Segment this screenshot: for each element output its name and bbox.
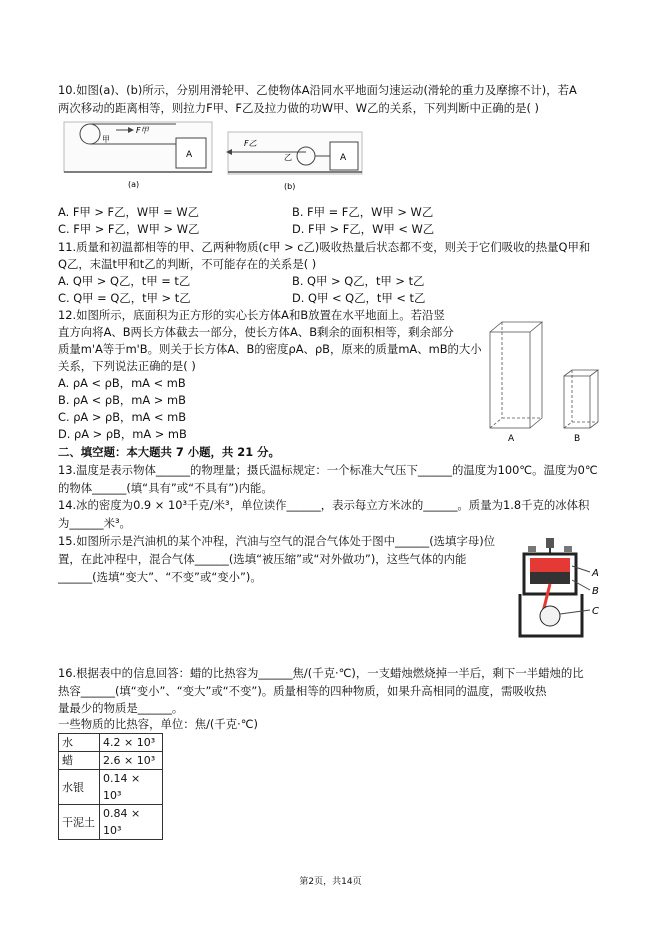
q12-option-c: C. ρA > ρB，mA < mB bbox=[58, 410, 187, 424]
q12-text-line2: 直方向将A、B两长方体截去一部分，使长方体A、B剩余的面积相等，剩余部分 bbox=[58, 325, 454, 339]
specific-heat-value: 2.6 × 10³ bbox=[100, 752, 163, 770]
q11-text-line1: 11.质量和初温都相等的甲、乙两种物质(c甲 > c乙)吸收热量后状态都不变，则关于它们吸收的热量Q甲和 bbox=[58, 240, 591, 254]
q10-option-c: C. F甲 > F乙，W甲 > W乙 bbox=[58, 222, 200, 236]
q16-text-line1: 16.根据表中的信息回答：蜡的比热容为______焦/(千克·℃)，一支蜡烛燃烧掉一半后，剩下一半蜡烛的比 bbox=[58, 666, 584, 680]
piston bbox=[530, 572, 570, 584]
figure-label-a: A bbox=[508, 434, 515, 444]
page-footer: 第2页，共14页 bbox=[299, 877, 362, 887]
table-row bbox=[59, 752, 163, 770]
exhaust-valve bbox=[564, 546, 572, 552]
engine-label-b: B bbox=[592, 586, 599, 597]
section-heading-fill-in: 二、填空题：本大题共 7 小题，共 21 分。 bbox=[58, 445, 280, 459]
table-row bbox=[59, 734, 163, 752]
q10-option-d: D. F甲 > F乙，W甲 < W乙 bbox=[292, 222, 435, 236]
q12-text-line4: 关系，下列说法正确的是( ) bbox=[58, 359, 196, 373]
q12-text-line1: 12.如图所示，底面积为正方形的实心长方体A和B放置在水平地面上。若沿竖 bbox=[58, 308, 445, 322]
q11-option-d: D. Q甲 < Q乙，t甲 < t乙 bbox=[292, 291, 426, 305]
q11-option-b: B. Q甲 > Q乙，t甲 > t乙 bbox=[292, 274, 425, 288]
q10-figure-b bbox=[226, 130, 364, 194]
engine-label-a: A bbox=[592, 568, 599, 579]
block-label-b: A bbox=[340, 153, 347, 163]
cuboid-a bbox=[490, 322, 542, 428]
crankshaft bbox=[540, 606, 560, 626]
pulley-label-jia: 甲 bbox=[102, 135, 110, 144]
q12-option-a: A. ρA < ρB，mA < mB bbox=[58, 376, 186, 390]
intake-valve bbox=[528, 546, 536, 552]
specific-heat-table bbox=[58, 733, 163, 840]
specific-heat-value: 0.84 × 10³ bbox=[100, 805, 163, 840]
table-row bbox=[59, 770, 163, 805]
pulley-label-yi: 乙 bbox=[284, 153, 292, 162]
pointer-c bbox=[560, 610, 590, 614]
q10-text-line1: 10.如图(a)、(b)所示，分别用滑轮甲、乙使物体A沿同水平地面匀速运动(滑轮的重力及摩擦不计)，若A bbox=[58, 83, 577, 97]
q15-text-line2: 置，在此冲程中，混合气体______(选填“被压缩”或“对外做功”)，这些气体的内能 bbox=[58, 552, 467, 566]
q15-text-line3: ______(选填“变大”、“不变”或“变小”)。 bbox=[58, 570, 262, 584]
q10-option-a: A. F甲 > F乙，W甲 = W乙 bbox=[58, 205, 199, 219]
figure-label-b: B bbox=[574, 434, 581, 444]
substance-name: 干泥土 bbox=[59, 805, 100, 840]
substance-name: 蜡 bbox=[59, 752, 100, 770]
q12-text-line3: 质量m'A等于m'B。则关于长方体A、B的密度ρA、ρB，原来的质量mA、mB的大小 bbox=[58, 342, 482, 356]
engine-label-c: C bbox=[592, 606, 599, 617]
q13-text-line2: 的物体______(填“具有”或“不具有”)内能。 bbox=[58, 481, 273, 495]
q10-figure-a bbox=[62, 120, 214, 192]
caption-a: (a) bbox=[128, 180, 140, 189]
q14-text-line1: 14.冰的密度为0.9 × 10³千克/米³，单位读作______，表示每立方米冰的______。质量为1.8千克的冰体积 bbox=[58, 498, 590, 512]
q11-option-a: A. Q甲 > Q乙，t甲 = t乙 bbox=[58, 274, 191, 288]
force-label-a: F甲 bbox=[136, 126, 149, 135]
q16-text-line2: 热容______(填“变小”、“变大”或“不变”)。质量相等的四种物质，如果升高相同的温度，需吸收热 bbox=[58, 684, 547, 698]
q13-text-line1: 13.温度是表示物体______的物理量；摄氏温标规定：一个标准大气压下______的温度为100℃。温度为0℃ bbox=[58, 463, 598, 477]
specific-heat-value: 4.2 × 10³ bbox=[100, 734, 163, 752]
q12-figure-boxes bbox=[484, 318, 614, 444]
substance-name: 水 bbox=[59, 734, 100, 752]
specific-heat-value: 0.14 × 10³ bbox=[100, 770, 163, 805]
q10-text-line2: 两次移动的距离相等，则拉力F甲、F乙及拉力做的功W甲、W乙的关系，下列判断中正确的是( ) bbox=[58, 101, 539, 115]
q14-text-line2: 为______米³。 bbox=[58, 516, 131, 530]
q10-option-b: B. F甲 = F乙，W甲 > W乙 bbox=[292, 205, 434, 219]
caption-b: (b) bbox=[284, 182, 296, 191]
q15-text-line1: 15.如图所示是汽油机的某个冲程，汽油与空气的混合气体处于图中______(选填字母)位 bbox=[58, 534, 496, 548]
q12-option-d: D. ρA > ρB，mA > mB bbox=[58, 427, 187, 441]
q12-option-b: B. ρA < ρB，mA > mB bbox=[58, 393, 186, 407]
q11-text-line2: Q乙，末温t甲和t乙的判断，不可能存在的关系是( ) bbox=[58, 257, 317, 271]
gas-mixture-region bbox=[530, 558, 570, 572]
q16-table-caption: 一些物质的比热容，单位：焦/(千克·℃) bbox=[58, 717, 258, 731]
substance-name: 水银 bbox=[59, 770, 100, 805]
block-label-a: A bbox=[186, 150, 193, 160]
table-row bbox=[59, 805, 163, 840]
force-label-b: F乙 bbox=[244, 139, 257, 148]
q16-text-line3: 量最少的物质是______。 bbox=[58, 701, 184, 715]
q15-engine-figure bbox=[516, 536, 608, 640]
cuboid-b bbox=[564, 370, 598, 428]
q11-option-c: C. Q甲 = Q乙，t甲 > t乙 bbox=[58, 291, 191, 305]
